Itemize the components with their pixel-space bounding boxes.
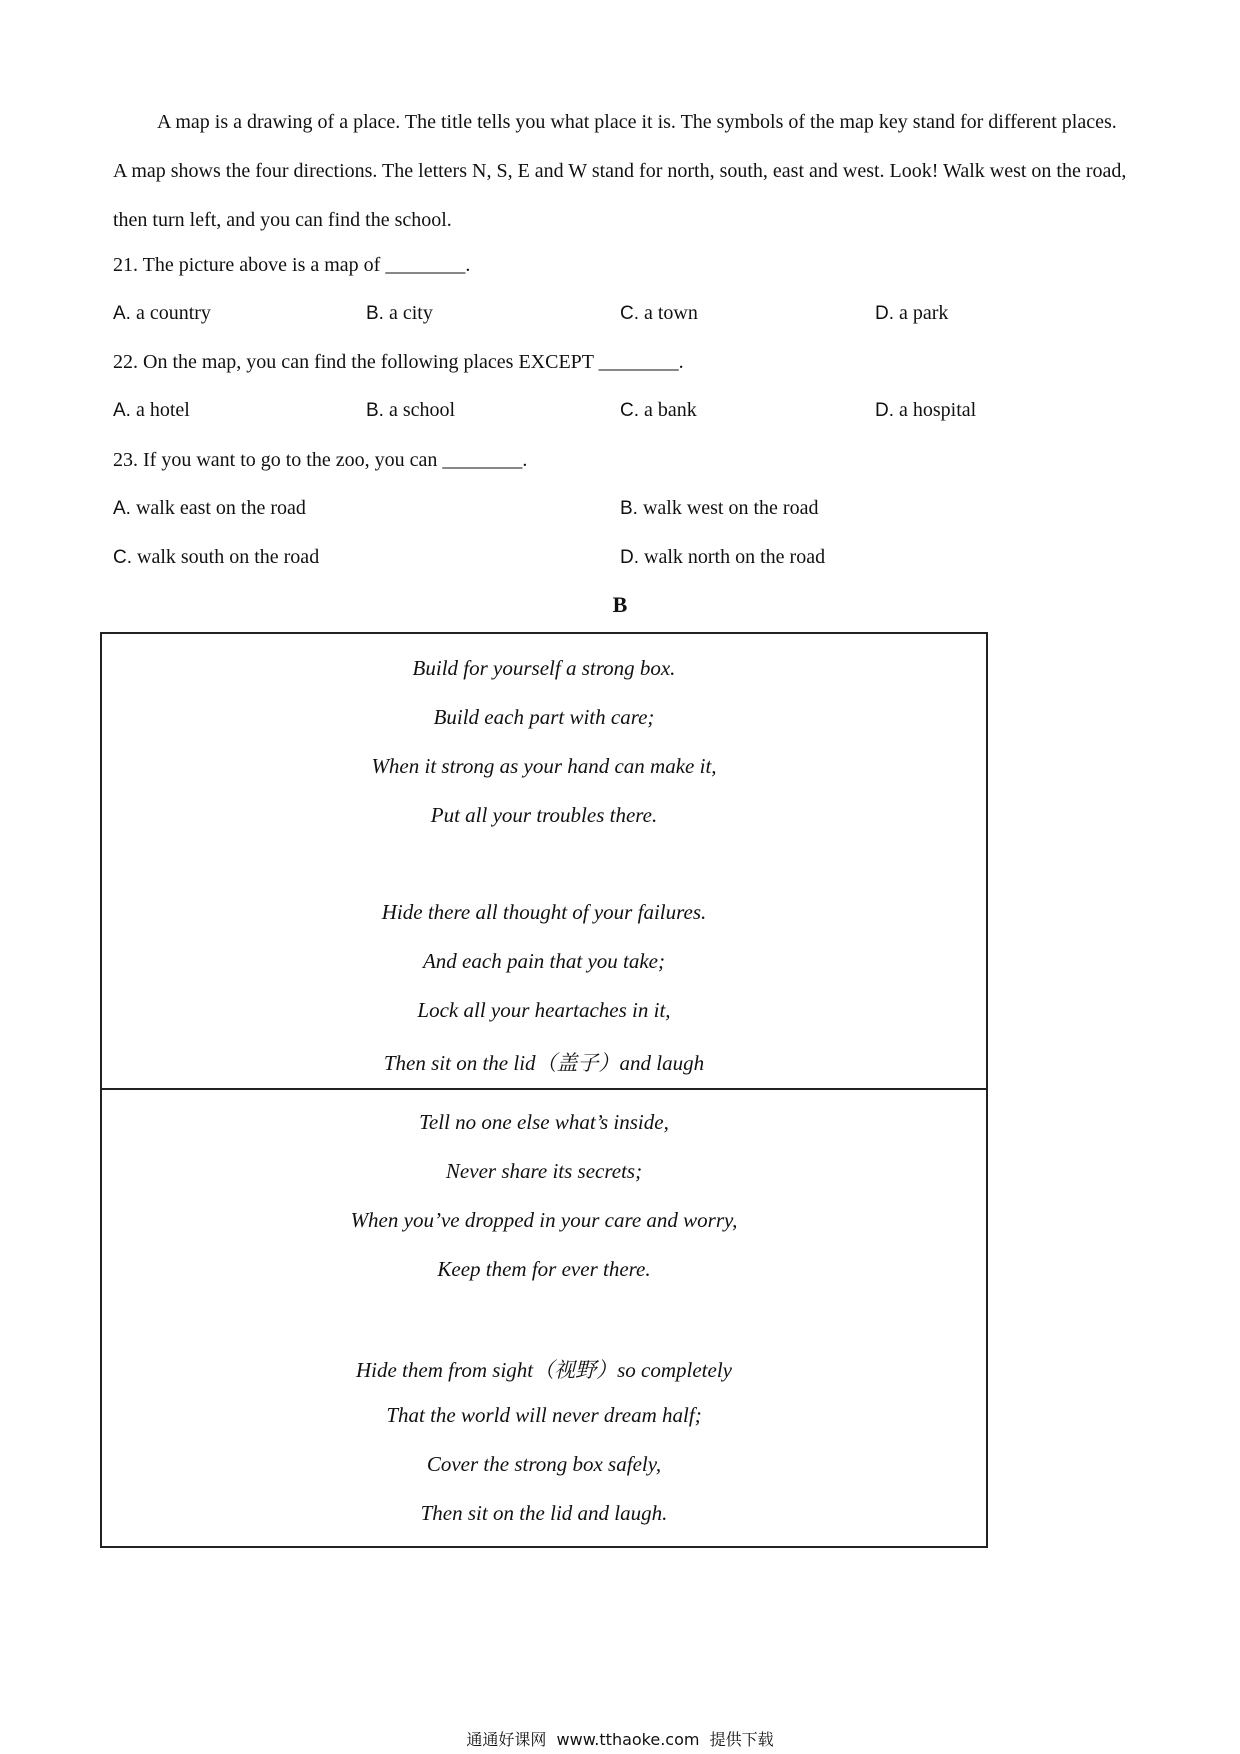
question-21-stem: 21. The picture above is a map of ________. bbox=[113, 254, 471, 276]
question-21-options bbox=[113, 302, 1013, 328]
option-letter: B. bbox=[366, 303, 384, 324]
footer-watermark: 通通好课网 www.tthaoke.com 提供下载 bbox=[466, 1730, 774, 1749]
option-text: walk east on the road bbox=[130, 497, 306, 519]
option-letter: C. bbox=[620, 400, 639, 421]
poem-line: Never share its secrets; bbox=[445, 1159, 643, 1183]
poem-line: Build for yourself a strong box. bbox=[412, 656, 676, 680]
poem-line: That the world will never dream half; bbox=[386, 1403, 702, 1427]
question-22-option-a[interactable] bbox=[113, 399, 190, 422]
option-letter: C. bbox=[620, 303, 639, 324]
poem-line: Keep them for ever there. bbox=[437, 1257, 651, 1281]
section-label: B bbox=[612, 592, 628, 617]
poem-box bbox=[100, 632, 988, 1548]
question-23-options-row-2 bbox=[113, 546, 1013, 572]
intro-paragraph: A map is a drawing of a place. The title tells you what place it is. The symbols of the map key stand for different places. A map shows the four directions. The letters N, S, E and W stand for north, south, east and west. Look! Walk west on the road, then turn left, and you can find the school. bbox=[113, 111, 1127, 231]
question-22-option-b[interactable] bbox=[366, 399, 455, 422]
option-letter: A. bbox=[113, 303, 131, 324]
poem-line: Cover the strong box safely, bbox=[426, 1452, 662, 1476]
question-23-options-row-1 bbox=[113, 497, 1013, 523]
option-letter: D. bbox=[620, 547, 639, 568]
option-letter: A. bbox=[113, 400, 131, 421]
option-letter: B. bbox=[366, 400, 384, 421]
option-text: a city bbox=[383, 302, 433, 324]
question-22-option-d[interactable] bbox=[875, 399, 976, 422]
option-text: a country bbox=[130, 302, 211, 324]
poem-line: Then sit on the lid and laugh. bbox=[420, 1501, 668, 1525]
option-text: walk west on the road bbox=[637, 497, 819, 519]
option-text: walk south on the road bbox=[132, 546, 320, 568]
poem-line: Lock all your heartaches in it, bbox=[417, 998, 671, 1022]
poem-line: And each pain that you take; bbox=[422, 949, 665, 973]
poem-line: Hide there all thought of your failures. bbox=[381, 900, 707, 924]
poem-line: Hide them from sight（视野）so completely bbox=[355, 1358, 732, 1382]
option-text: a school bbox=[383, 399, 456, 421]
option-text: a hotel bbox=[130, 399, 190, 421]
poem-line: Tell no one else what’s inside, bbox=[419, 1110, 669, 1134]
question-23-option-a[interactable] bbox=[113, 497, 306, 520]
option-letter: D. bbox=[875, 303, 894, 324]
option-text: a hospital bbox=[894, 399, 977, 421]
question-21-option-d[interactable] bbox=[875, 302, 948, 325]
question-21-option-c[interactable] bbox=[620, 302, 698, 325]
poem-line: When it strong as your hand can make it, bbox=[371, 754, 717, 778]
option-text: a bank bbox=[639, 399, 697, 421]
question-23-option-d[interactable] bbox=[620, 546, 825, 569]
poem-line: Then sit on the lid（盖子）and laugh bbox=[383, 1051, 705, 1075]
option-text: a town bbox=[639, 302, 698, 324]
option-letter: A. bbox=[113, 498, 131, 519]
question-21-option-b[interactable] bbox=[366, 302, 433, 325]
question-22-options bbox=[113, 399, 1013, 425]
poem-cell-bottom bbox=[102, 1090, 986, 1546]
question-22-stem: 22. On the map, you can find the following places EXCEPT ________. bbox=[113, 351, 684, 373]
option-letter: B. bbox=[620, 498, 638, 519]
question-23-stem: 23. If you want to go to the zoo, you can ________. bbox=[113, 449, 528, 471]
question-23-option-b[interactable] bbox=[620, 497, 818, 520]
option-letter: C. bbox=[113, 547, 132, 568]
option-letter: D. bbox=[875, 400, 894, 421]
option-text: walk north on the road bbox=[639, 546, 826, 568]
poem-cell-top bbox=[102, 634, 986, 1090]
question-22-option-c[interactable] bbox=[620, 399, 697, 422]
question-23-option-c[interactable] bbox=[113, 546, 319, 569]
poem-line: When you’ve dropped in your care and worry, bbox=[350, 1208, 738, 1232]
option-text: a park bbox=[894, 302, 949, 324]
poem-line: Put all your troubles there. bbox=[430, 803, 658, 827]
question-21-option-a[interactable] bbox=[113, 302, 211, 325]
poem-line: Build each part with care; bbox=[433, 705, 655, 729]
